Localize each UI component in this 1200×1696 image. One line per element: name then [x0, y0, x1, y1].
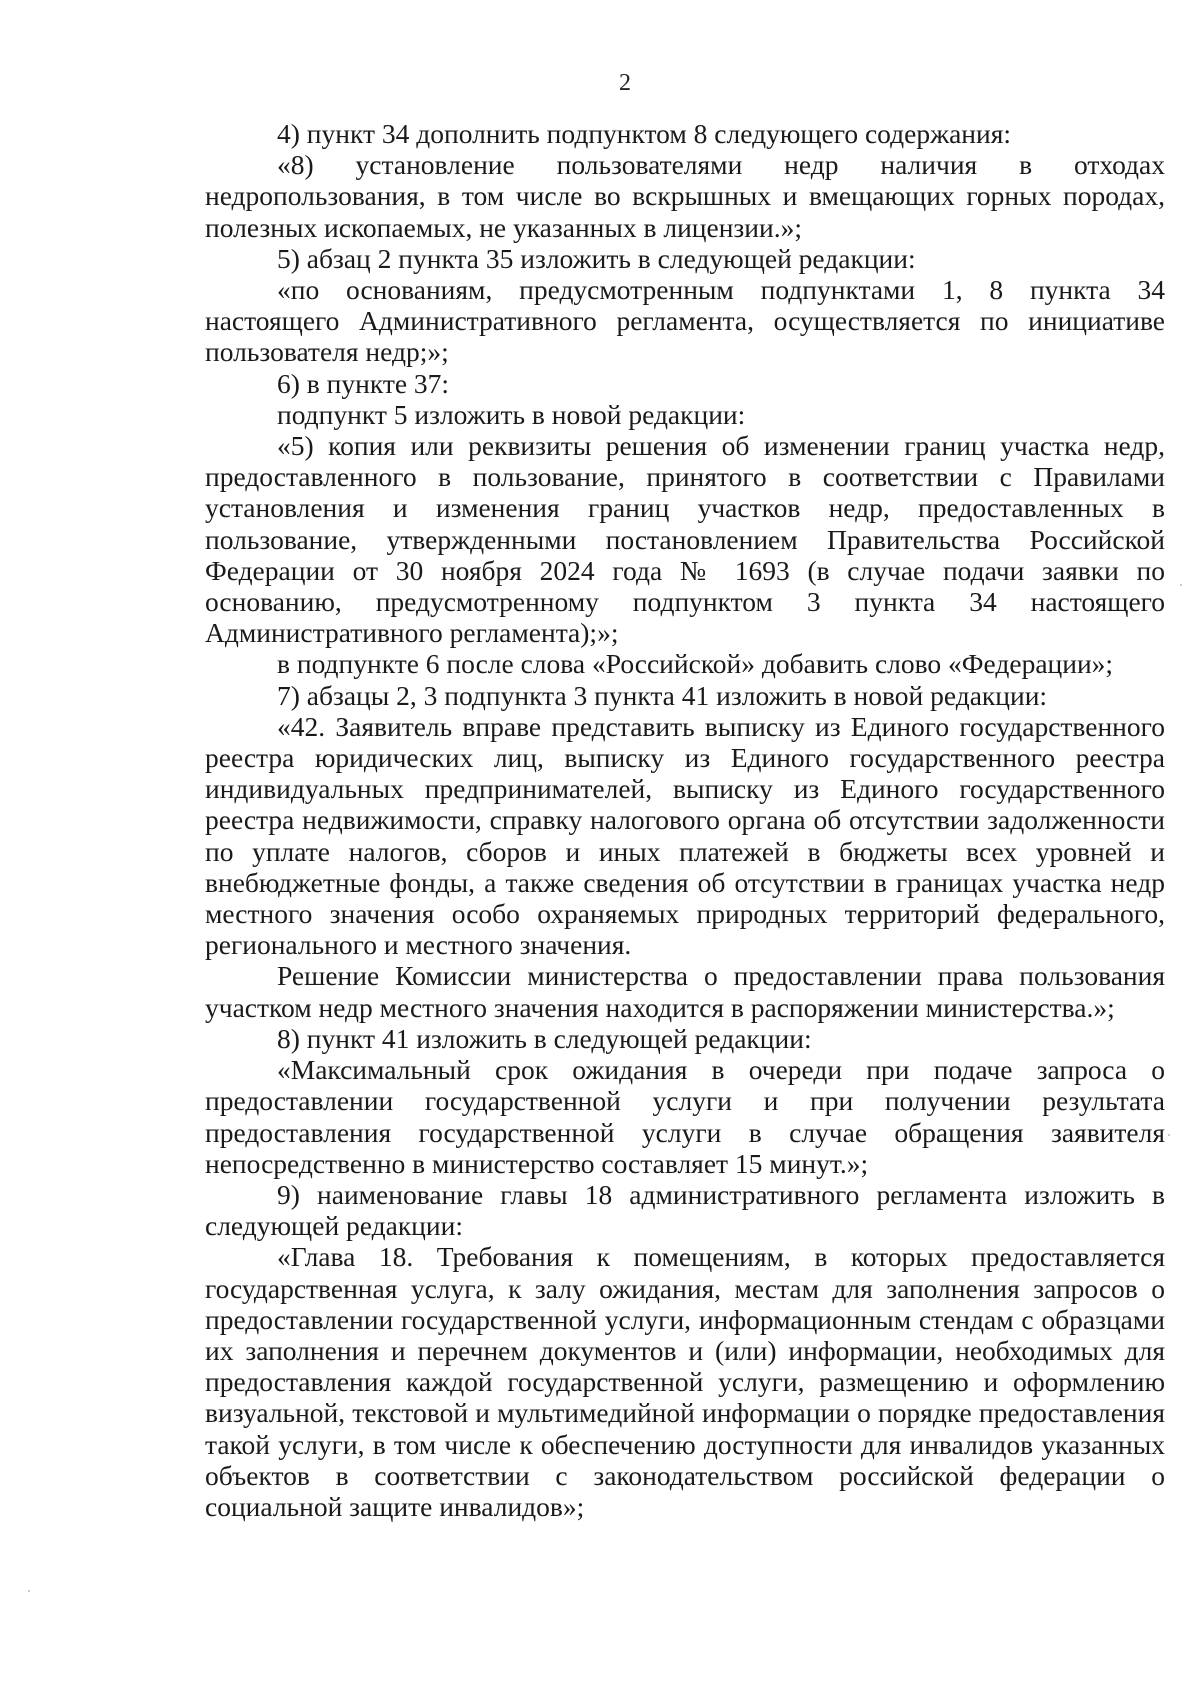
scan-speck	[1168, 1134, 1170, 1136]
paragraph-chapter-18-text: «Глава 18. Требования к помещениям, в которых предоставляется государственная услуга, к залу ожидания, местам для заполнения запросов о предоставлении государственной услуги, информационным стендам с образцами их заполнения и перечнем документов и (или) информации, необходимых для предоставления каждой государственной услуги, размещению и оформлению визуальной, текстовой и мультимедийной информации о порядке предоставления такой услуги, в том числе к обеспечению доступности для инвалидов указанных объектов в соответствии с законодательством российской федерации о социальной защите инвалидов»;	[205, 1241, 1165, 1522]
paragraph-subitem-5-intro: подпункт 5 изложить в новой редакции:	[277, 398, 746, 430]
paragraph-commission-decision: Решение Комиссии министерства о предоставлении права пользования участком недр местного значения находится в распоряжении министерства.»;	[205, 960, 1165, 1023]
scan-speck	[28, 1590, 30, 1592]
paragraph-item-8-text: «Максимальный срок ожидания в очереди при подаче запроса о предоставлении государственной услуги и при получении результата предоставления государственной услуги в случае обращения заявителя непосредственно в министерство составляет 15 минут.»;	[205, 1054, 1165, 1179]
paragraph-subitem-8-text: «8) установление пользователями недр наличия в отходах недропользования, в том числе во вскрышных и вмещающих горных породах, полезных ископаемых, не указанных в лицензии.»;	[205, 149, 1165, 243]
document-body	[205, 118, 1165, 1522]
paragraph-item-8: 8) пункт 41 изложить в следующей редакции:	[277, 1022, 812, 1054]
paragraph-subitem-6: в подпункте 6 после слова «Российской» добавить слово «Федерации»;	[277, 648, 1114, 680]
paragraph-item-9: 9) наименование главы 18 административного регламента изложить в следующей редакции:	[205, 1178, 1165, 1242]
paragraph-item-4: 4) пункт 34 дополнить подпунктом 8 следующего содержания:	[277, 118, 1012, 149]
paragraph-item-6: 6) в пункте 37:	[277, 367, 450, 399]
page-number: 2	[619, 70, 631, 96]
paragraph-item-5: 5) абзац 2 пункта 35 изложить в следующей редакции:	[277, 242, 916, 274]
paragraph-item-7: 7) абзацы 2, 3 подпункта 3 пункта 41 изложить в новой редакции:	[277, 679, 1048, 711]
paragraph-item-42-text: «42. Заявитель вправе представить выписку из Единого государственного реестра юридических лиц, выписку из Единого государственного реестра индивидуальных предпринимателей, выписку из Единого государственного реестра недвижимости, справку налогового органа об отсутствии задолженности по уплате налогов, сборов и иных платежей в бюджеты всех уровней и внебюджетные фонды, а также сведения об отсутствии в границах участка недр местного значения особо охраняемых природных территорий федерального, регионального и местного значения.	[205, 710, 1165, 961]
scan-speck	[1180, 584, 1182, 586]
paragraph-subitem-5-text: «5) копия или реквизиты решения об изменении границ участка недр, предоставленного в пользование, принятого в соответствии с Правилами установления и изменения границ участков недр, предоставленных в пользование, утвержденными постановлением Правительства Российской Федерации от 30 ноября 2024 года № 1693 (в случае подачи заявки по основанию, предусмотренному подпунктом 3 пункта 34 настоящего Административного регламента);»;	[205, 430, 1165, 649]
paragraph-item-5-text: «по основаниям, предусмотренным подпунктами 1, 8 пункта 34 настоящего Административного регламента, осуществляется по инициативе пользователя недр;»;	[205, 274, 1165, 368]
